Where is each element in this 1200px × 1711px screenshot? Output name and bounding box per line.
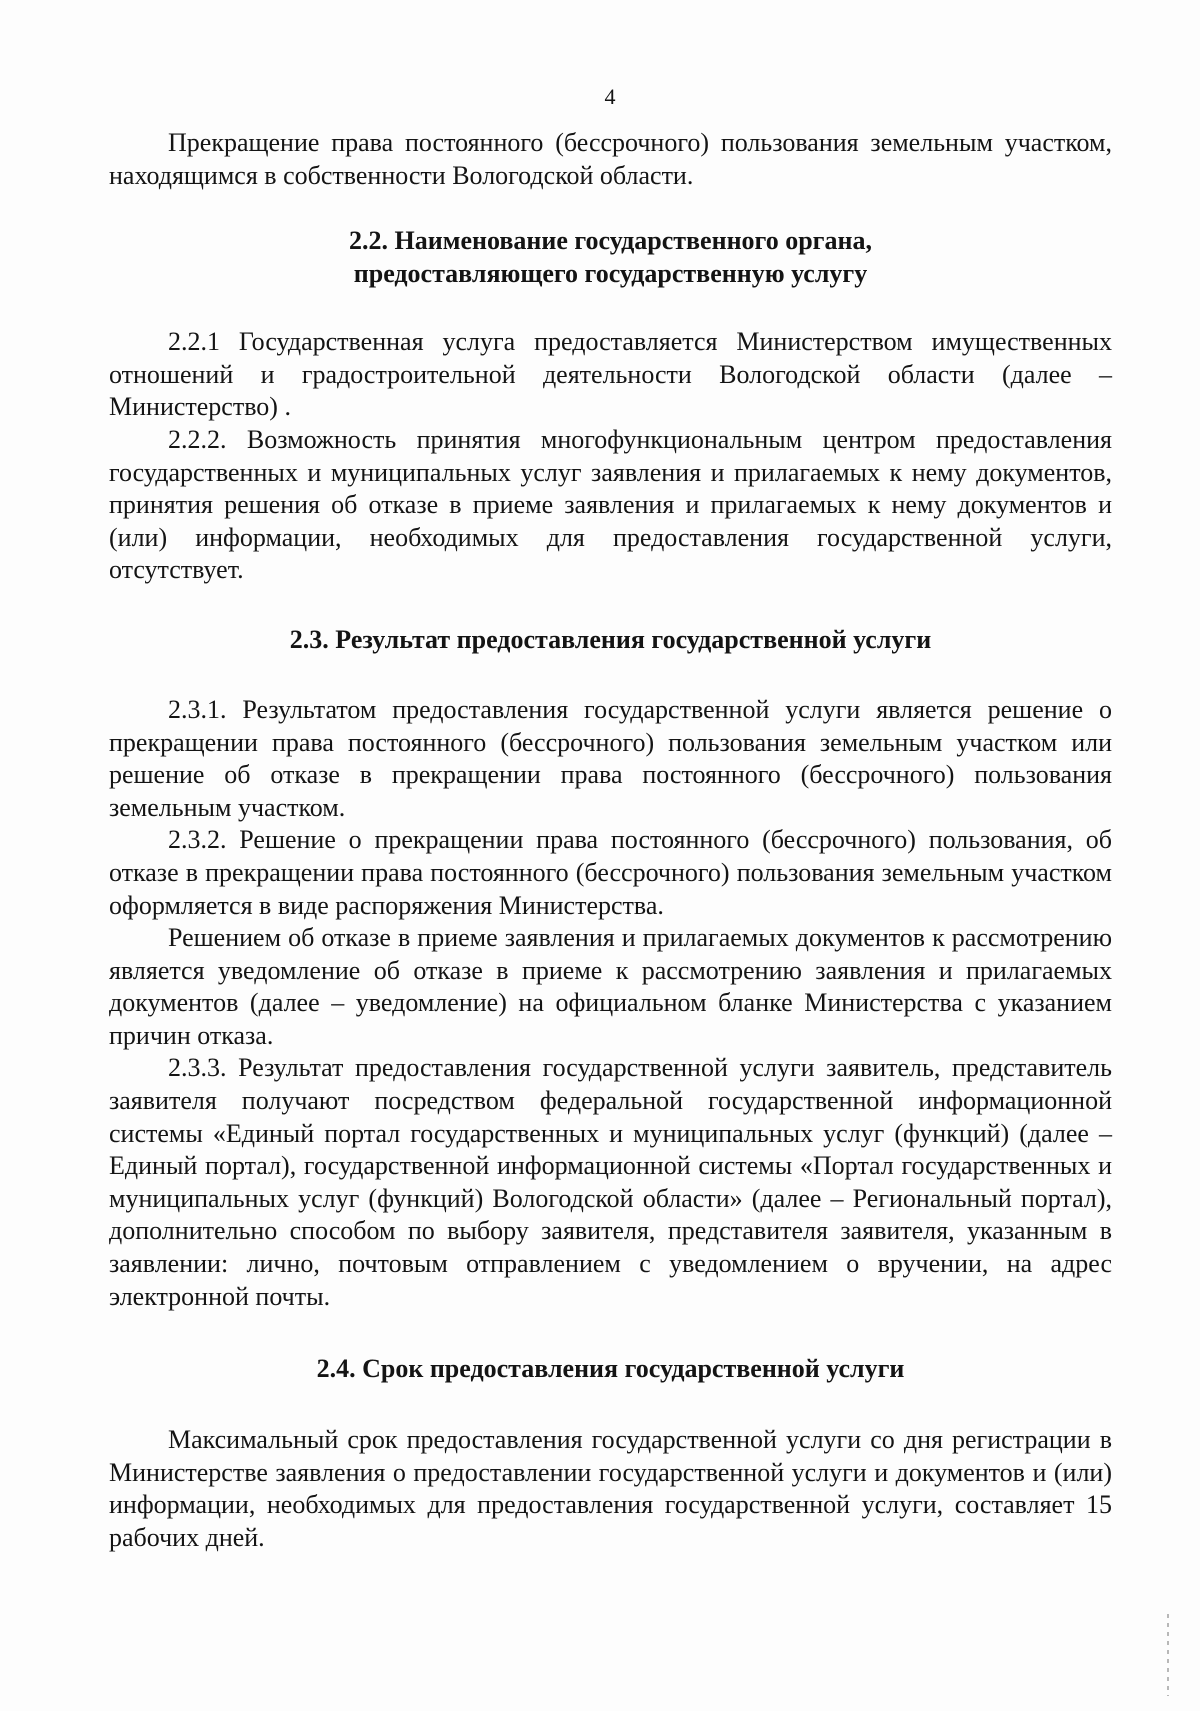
paragraph-2-3-2-refusal: Решением об отказе в приеме заявления и прилагаемых документов к рассмотрению является уведомление об отказе в приеме к рассмотрению заявления и прилагаемых документов (далее – уведомление) на официальном бланке Министерства с указанием причин отказа. <box>109 923 1112 1050</box>
section-2-4-heading: 2.4. Срок предоставления государственной услуги <box>316 1354 905 1384</box>
section-2-2-heading-line1: 2.2. Наименование государственного органа, <box>349 226 872 256</box>
paragraph-2-4: Максимальный срок предоставления государственной услуги со дня регистрации в Министерстве заявления о предоставлении государственной услуги и документов и (или) информации, необходимых для предоставления государственной услуги, составляет 15 рабочих дней. <box>109 1425 1112 1552</box>
section-2-3-heading: 2.3. Результат предоставления государственной услуги <box>289 624 932 654</box>
paragraph-2-2-1: 2.2.1 Государственная услуга предоставляется Министерством имущественных отношений и градостроительной деятельности Вологодской области (далее – Министерство) . <box>109 327 1112 422</box>
intro-paragraph: Прекращение права постоянного (бессрочного) пользования земельным участком, находящимся в собственности Вологодской области. <box>109 128 1112 190</box>
scan-edge-marks <box>1167 1614 1169 1696</box>
paragraph-2-3-3: 2.3.3. Результат предоставления государственной услуги заявитель, представитель заявителя получают посредством федеральной государственной информационной системы «Единый портал государственных и муниципальных услуг (функций) (далее – Единый портал), государственной информационной системы «Портал государственных и муниципальных услуг (функций) Вологодской области» (далее – Региональный портал), дополнительно способом по выбору заявителя, представителя заявителя, указанным в заявлении: лично, почтовым отправлением с уведомлением о вручении, на адрес электронной почты. <box>109 1053 1112 1311</box>
paragraph-2-3-2: 2.3.2. Решение о прекращении права постоянного (бессрочного) пользования, об отказе в прекращении права постоянного (бессрочного) пользования земельным участком оформляется в виде распоряжения Министерства. <box>109 825 1112 920</box>
paragraph-2-2-2: 2.2.2. Возможность принятия многофункциональным центром предоставления государственных и муниципальных услуг заявления и прилагаемых к нему документов, принятия решения об отказе в приеме заявления и прилагаемых к нему документов и (или) информации, необходимых для предоставления государственной услуги, отсутствует. <box>109 424 1112 585</box>
page-number: 4 <box>604 84 616 109</box>
section-2-2-heading <box>109 224 1112 290</box>
paragraph-2-3-1: 2.3.1. Результатом предоставления государственной услуги является решение о прекращении права постоянного (бессрочного) пользования земельным участком или решение об отказе в прекращении права постоянного (бессрочного) пользования земельным участком. <box>109 694 1112 822</box>
section-2-2-heading-line2: предоставляющего государственную услугу <box>353 259 868 289</box>
document-body <box>109 127 1112 1555</box>
